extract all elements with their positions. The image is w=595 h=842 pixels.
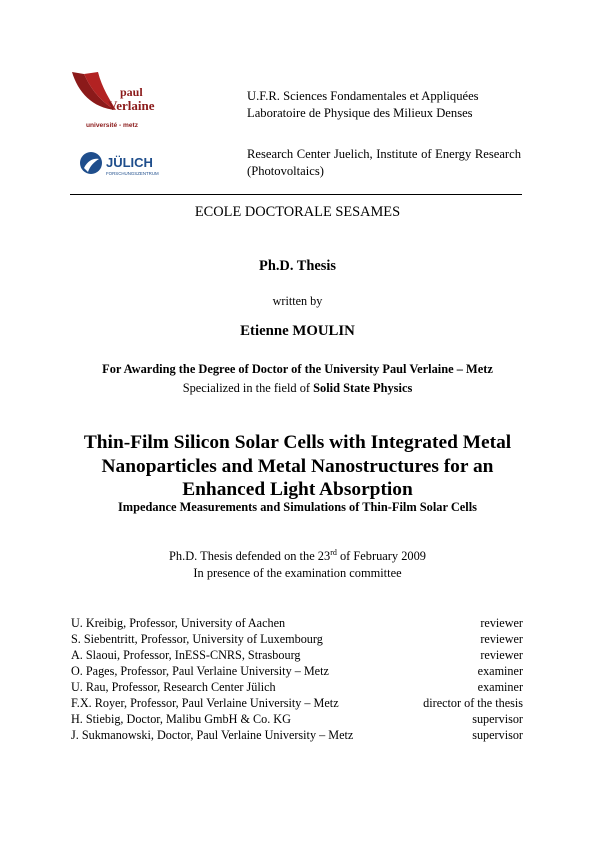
specialization-line: [60, 381, 535, 396]
committee-member: F.X. Royer, Professor, Paul Verlaine University – Metz: [71, 696, 339, 710]
committee-row: [71, 631, 523, 647]
title-line-1: Thin-Film Silicon Solar Cells with Integrated Metal: [83, 432, 512, 453]
defense-info: [60, 548, 535, 582]
committee-member: U. Rau, Professor, Research Center Jülich: [71, 680, 276, 694]
committee-row: [71, 647, 523, 663]
committee-role: director of the thesis: [423, 696, 523, 710]
committee-row: [71, 663, 523, 679]
committee-role: examiner: [477, 664, 523, 678]
logo-forschungszentrum-text: FORSCHUNGSZENTRUM: [106, 171, 159, 176]
ufr-block: [247, 88, 479, 122]
committee-row: [71, 711, 523, 727]
committee-row: [71, 615, 523, 631]
committee-member: S. Siebentritt, Professor, University of Luxembourg: [71, 632, 323, 646]
committee-member: O. Pages, Professor, Paul Verlaine University – Metz: [71, 664, 329, 678]
ufr-line-2: Laboratoire de Physique des Milieux Denses: [247, 106, 473, 120]
research-center: Research Center Juelich, Institute of Energy Research (Photovoltaics): [247, 147, 521, 178]
committee-member: U. Kreibig, Professor, University of Aachen: [71, 616, 286, 630]
thesis-type: Ph.D. Thesis: [259, 258, 336, 274]
title-line-2: Nanoparticles and Metal Nanostructures for an: [101, 455, 494, 477]
paul-verlaine-logo: [70, 70, 160, 136]
defense-committee-line: In presence of the examination committee: [193, 566, 402, 580]
logo-universite-text: université - metz: [86, 122, 139, 129]
juelich-logo: [78, 150, 164, 184]
specialization-field: Solid State Physics: [313, 381, 413, 395]
degree-line: For Awarding the Degree of Doctor of the University Paul Verlaine – Metz: [102, 362, 493, 376]
thesis-title: [40, 431, 555, 502]
defense-ordinal: rd: [330, 547, 337, 557]
committee-list: [71, 615, 523, 743]
committee-row: [71, 695, 523, 711]
title-line-3: Enhanced Light Absorption: [182, 479, 413, 500]
committee-role: supervisor: [472, 728, 523, 742]
committee-member: J. Sukmanowski, Doctor, Paul Verlaine University – Metz: [71, 728, 354, 742]
committee-member: H. Stiebig, Doctor, Malibu GmbH & Co. KG: [71, 712, 291, 726]
author-name: Etienne MOULIN: [240, 323, 355, 339]
defense-prefix: Ph.D. Thesis defended on the 23: [169, 549, 331, 563]
logo-juelich-text: JÜLICH: [106, 155, 153, 170]
header-divider: [70, 194, 522, 195]
doctoral-school: ECOLE DOCTORALE SESAMES: [194, 204, 401, 220]
written-by: written by: [272, 294, 323, 308]
specialization-prefix: Specialized in the field of: [182, 381, 314, 395]
thesis-subtitle: Impedance Measurements and Simulations of Thin-Film Solar Cells: [117, 500, 477, 514]
committee-role: examiner: [477, 680, 523, 694]
committee-row: [71, 679, 523, 695]
committee-role: reviewer: [480, 632, 523, 646]
logo-verlaine-text: Verlaine: [108, 98, 155, 113]
defense-date-line: [60, 548, 535, 565]
committee-role: reviewer: [480, 648, 523, 662]
committee-role: reviewer: [480, 616, 523, 630]
defense-rest: of February 2009: [336, 549, 426, 563]
committee-member: A. Slaoui, Professor, InESS-CNRS, Strasbourg: [71, 648, 301, 662]
committee-row: [71, 727, 523, 743]
committee-role: supervisor: [472, 712, 523, 726]
ufr-line-1: U.F.R. Sciences Fondamentales et Appliquées: [247, 89, 479, 103]
logo-paul-text: paul: [120, 85, 143, 99]
